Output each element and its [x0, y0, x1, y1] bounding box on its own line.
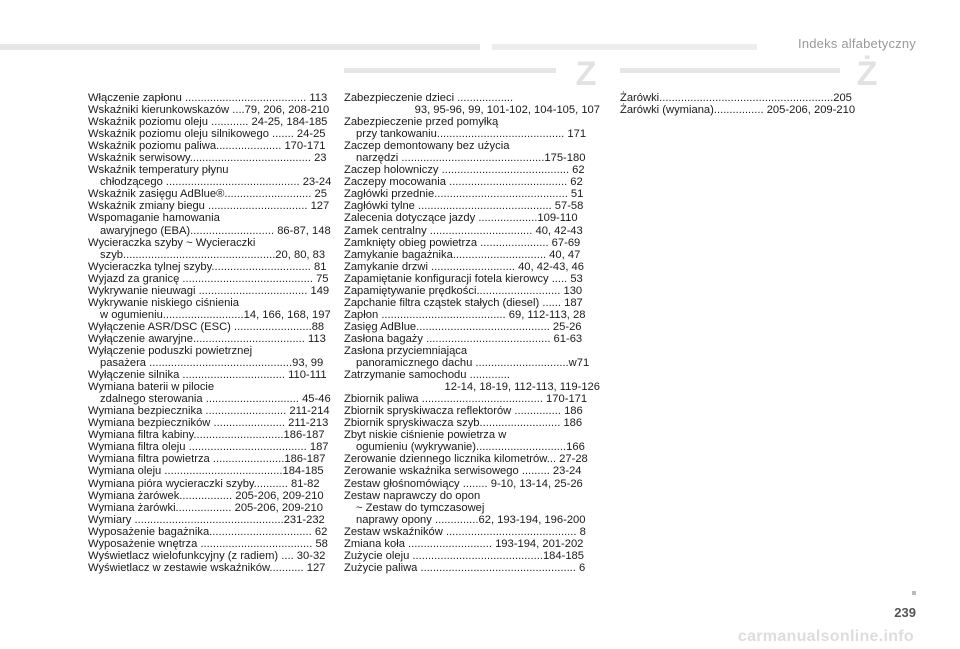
- index-entry: Żarówki (wymiana)................ 205-206, 209-210: [620, 104, 856, 117]
- index-entry: przy tankowaniu......................................... 171: [356, 128, 587, 141]
- index-entry: Zasłona przyciemniająca: [344, 344, 468, 357]
- index-entry: Wskaźnik serwisowy....................................... 23: [88, 152, 327, 165]
- index-entry: Zamek centralny ................................. 40, 42-43: [344, 224, 583, 237]
- index-entry: Wykrywanie niskiego ciśnienia: [88, 296, 239, 309]
- index-entry: Zbiornik paliwa ....................................... 170-171: [344, 393, 588, 406]
- section-letter-z: Z: [575, 55, 597, 93]
- header-bar-left: [0, 44, 480, 50]
- index-entry: Wymiana oleju ......................................184-185: [88, 465, 324, 478]
- page-marker: [912, 591, 916, 595]
- index-entry: Zabezpieczenie dzieci ..................: [344, 92, 514, 104]
- index-entry: 93, 95-96, 99, 101-102, 104-105, 107: [414, 104, 600, 117]
- index-entry: ogumieniu (wykrywanie).............................166: [356, 441, 585, 454]
- index-entry: Zmiana koła ........................... 193-194, 201-202: [344, 537, 584, 550]
- index-entry: Zestaw wskaźników .......................................... 8: [344, 525, 586, 538]
- section-divider-zz: [620, 68, 840, 73]
- index-entry: Zamknięty obieg powietrza ...................... 67-69: [344, 236, 581, 249]
- index-entry: Wskaźnik poziomu paliwa..................... 170-171: [88, 140, 326, 153]
- index-entry: Wyjazd za granicę .......................................... 75: [88, 272, 329, 285]
- index-entry: Zasięg AdBlue........................................... 25-26: [344, 320, 582, 333]
- index-entry: Zerowanie dziennego licznika kilometrów... 27-28: [344, 453, 588, 466]
- index-entry: Zatrzymanie samochodu .............: [344, 369, 511, 382]
- index-entry: Wymiana bezpieczników ....................... 211-213: [88, 417, 329, 430]
- index-entry: Wycieraczka tylnej szyby................................ 81: [88, 260, 327, 273]
- index-entry: Zagłówki tylne ........................................... 57-58: [344, 200, 584, 213]
- index-entry: Wskaźnik zasięgu AdBlue®............................ 25: [88, 188, 327, 201]
- index-entry: ~ Zestaw do tymczasowej: [356, 501, 485, 514]
- index-entry: Wyświetlacz wielofunkcyjny (z radiem) .... 30-32: [88, 549, 326, 562]
- index-entry: Wycieraczka szyby ~ Wycieraczki: [88, 236, 256, 249]
- index-entry: Wskaźnik poziomu oleju silnikowego ....... 24-25: [88, 128, 326, 141]
- index-entry: Wyświetlacz w zestawie wskaźników........... 127: [88, 561, 326, 574]
- index-entry: Zapamiętywanie prędkości........................... 130: [344, 284, 583, 297]
- index-entry: Zaczep holowniczy ......................................... 62: [344, 164, 585, 177]
- index-entry: Wymiana filtra kabiny.............................186-187: [88, 429, 325, 442]
- index-entry: Zalecenia dotyczące jazdy ...................109-110: [344, 212, 578, 225]
- index-entry: Zbiornik spryskiwacza szyb.......................... 186: [344, 417, 583, 430]
- index-entry: Wymiana baterii w pilocie: [88, 381, 215, 394]
- index-entry: 12-14, 18-19, 112-113, 119-126: [444, 381, 600, 394]
- index-entry: Zamykanie bagażnika.............................. 40, 47: [344, 248, 581, 261]
- index-entry: Zapamiętanie konfiguracji fotela kierowcy ..... 53: [344, 272, 583, 285]
- index-entry: Wyposażenie bagażnika................................. 62: [88, 525, 328, 538]
- index-entry: zdalnego sterowania .............................. 45-46: [100, 393, 331, 406]
- index-entry: Wyłączenie ASR/DSC (ESC) .........................88: [88, 320, 325, 333]
- index-column-2: [344, 92, 600, 574]
- index-entry: Wskaźniki kierunkowskazów ....79, 206, 208-210: [88, 104, 330, 117]
- index-entry: Wymiana pióra wycieraczki szyby........... 81-82: [88, 477, 320, 490]
- index-entry: Wyłączenie awaryjne.................................... 113: [88, 332, 326, 345]
- index-entry: Zestaw naprawczy do opon: [344, 489, 481, 502]
- index-entry: Wymiana żarówki.................. 205-206, 209-210: [88, 501, 323, 514]
- index-entry: w ogumieniu..........................14, 166, 168, 197: [100, 308, 331, 321]
- index-entry: Zaczepy mocowania ...................................... 62: [344, 176, 583, 189]
- index-entry: Zbiornik spryskiwacza reflektorów ............... 186: [344, 405, 583, 418]
- index-column-1: [88, 92, 332, 574]
- index-entry: Zapłon ........................................ 69, 112-113, 28: [344, 308, 586, 321]
- index-entry: panoramicznego dachu ..............................w71: [356, 357, 590, 370]
- index-entry: Zagłówki przednie........................................... 51: [344, 188, 584, 201]
- index-entry: Zabezpieczenie przed pomyłką: [344, 116, 499, 129]
- index-entry: Wyłączenie silnika ................................. 110-111: [88, 369, 327, 382]
- index-entry: Wskaźnik zmiany biegu ................................ 127: [88, 200, 330, 213]
- index-entry: Zapchanie filtra cząstek stałych (diesel) ...... 187: [344, 296, 583, 309]
- index-entry: Zamykanie drzwi ........................... 40, 42-43, 46: [344, 260, 585, 273]
- index-entry: narzędzi ..............................................175-180: [356, 152, 586, 165]
- index-entry: naprawy opony ..............62, 193-194, 196-200: [356, 513, 586, 526]
- header-bar-right: [492, 44, 757, 50]
- index-entry: Wyłączenie poduszki powietrznej: [88, 344, 253, 357]
- index-entry: awaryjnego (EBA)........................... 86-87, 148: [100, 224, 331, 237]
- index-entry: Wymiary ................................................231-232: [88, 513, 325, 526]
- watermark: carmanualsonline.info: [737, 628, 914, 645]
- index-entry: Zestaw głośnomówiący ........ 9-10, 13-14, 25-26: [344, 477, 583, 490]
- index-entry: Żarówki........................................................205: [620, 92, 852, 104]
- index-entry: Wskaźnik poziomu oleju ............ 24-25, 184-185: [88, 116, 328, 129]
- page-number: 239: [894, 605, 916, 620]
- index-entry: Zasłona bagaży ........................................ 61-63: [344, 332, 583, 345]
- index-entry: Wskaźnik temperatury płynu: [88, 164, 229, 177]
- index-entry: chłodzącego ........................................... 23-24: [100, 176, 332, 189]
- index-entry: Wymiana filtra powietrza .......................186-187: [88, 453, 326, 466]
- index-column-3: [620, 92, 872, 116]
- index-entry: Wykrywanie nieuwagi ................................... 149: [88, 284, 330, 297]
- index-entry: Zużycie paliwa .................................................. 6: [344, 561, 586, 574]
- index-entry: Wymiana bezpiecznika .......................... 211-214: [88, 405, 330, 418]
- section-divider-z: [344, 68, 556, 73]
- index-entry: pasażera ..............................................93, 99: [100, 357, 324, 370]
- index-entry: szyb.................................................20, 80, 83: [100, 248, 326, 261]
- index-entry: Zerowanie wskaźnika serwisowego ......... 23-24: [344, 465, 582, 478]
- index-entry: Zużycie oleju ..........................................184-185: [344, 549, 585, 562]
- index-entry: Wymiana filtra oleju ...................................... 187: [88, 441, 329, 454]
- index-entry: Zbyt niskie ciśnienie powietrza w: [344, 429, 507, 442]
- index-entry: Wspomaganie hamowania: [88, 212, 220, 225]
- index-entry: Zaczep demontowany bez użycia: [344, 140, 510, 153]
- index-entry: Włączenie zapłonu ....................................... 113: [88, 92, 328, 104]
- page-header-title: Indeks alfabetyczny: [798, 36, 916, 51]
- index-entry: Wyposażenie wnętrza .................................... 58: [88, 537, 328, 550]
- section-letter-zz: Ż: [856, 55, 878, 93]
- index-entry: Wymiana żarówek................. 205-206, 209-210: [88, 489, 324, 502]
